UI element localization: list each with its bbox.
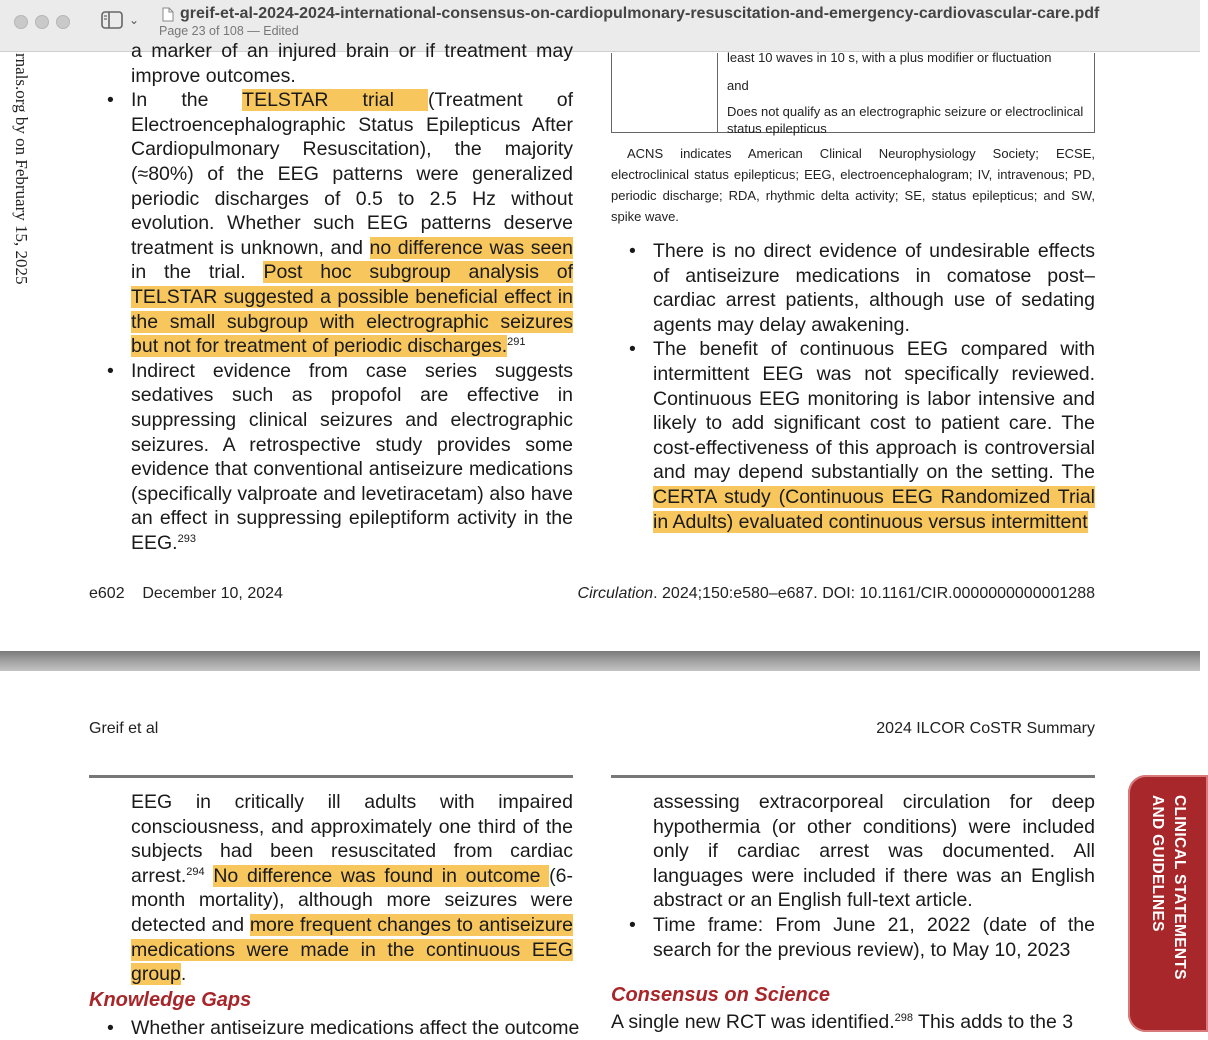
column-rule: [89, 775, 573, 778]
zoom-window-button[interactable]: [56, 15, 70, 29]
list-item: • There is no direct evidence of undesirable effects of antiseizure medications in comatose post–cardiac arrest patients, although use of sedating agents may delay awakening.: [629, 239, 1095, 337]
sidebar-toggle-icon[interactable]: [101, 11, 123, 29]
list-item: • Whether antiseizure medications affect the outcome: [107, 1017, 580, 1039]
minimize-window-button[interactable]: [35, 15, 49, 29]
page2-right-column: [629, 790, 1095, 962]
highlight[interactable]: TELSTAR trial: [242, 89, 429, 112]
download-stamp-text: rnals.org by on February 15, 2025: [12, 53, 31, 285]
paragraph: A single new RCT was identified.$^{298}$ This adds to the 3: [611, 1011, 1074, 1033]
pdf-page-upper[interactable]: [0, 40, 1200, 651]
citation-ref: 293: [177, 532, 196, 545]
section-heading-knowledge-gaps: Knowledge Gaps: [89, 989, 252, 1011]
document-subtitle: Page 23 of 108 — Edited: [159, 24, 299, 38]
list-item: • The benefit of continuous EEG compared with intermittent EEG was not specifically reviewed. Continuous EEG monitoring is labor intensive and likely to add significant cost to patient care. The cost-effectiveness of this approach is controversial and may depend substantially on the setting. The CERTA study (Continuous EEG Randomized Trial in Adults) evaluated continuous versus intermittent: [629, 337, 1095, 534]
citation-ref: 291: [507, 336, 526, 349]
running-header-right: 2024 ILCOR CoSTR Summary: [876, 720, 1095, 737]
page1-left-column: [107, 39, 573, 555]
section-tab-label: CLINICAL STATEMENTS: [1171, 795, 1188, 980]
page1-right-column: [629, 239, 1095, 534]
close-window-button[interactable]: [14, 15, 28, 29]
page-separator: [0, 651, 1200, 671]
paragraph-fragment: a marker of an injured brain or if treatment may improve outcomes.: [131, 40, 573, 87]
section-tab-label: AND GUIDELINES: [1149, 795, 1166, 932]
document-title[interactable]: greif-et-al-2024-2024-international-consensus-on-cardiopulmonary-resuscitation-and-emergency-cardiovascular-care.pdf: [180, 5, 1100, 22]
criteria-table-fragment: [611, 50, 1095, 136]
page-footer-left: e602 December 10, 2024: [89, 585, 283, 602]
pdf-page-lower[interactable]: [0, 671, 1200, 1039]
table-cell: least 10 waves in 10 s, with a plus modifier or fluctuation and Does not qualify as an electrographic seizure or electroclinical status epilepticus: [727, 50, 1084, 136]
document-icon: [162, 7, 174, 22]
table-footnote: ACNS indicates American Clinical Neurophysiology Society; ECSE, electroclinical status epilepticus; EEG, electroencephalogram; IV, intravenous; PD, periodic discharge; RDA, rhythmic delta activity; SE, status epilepticus; and SW, spike wave.: [611, 146, 1095, 224]
citation-ref: 298: [894, 1012, 913, 1024]
highlight[interactable]: No difference was found in outcome: [213, 864, 550, 887]
citation-ref: 294: [186, 865, 205, 878]
page-footer-right: Circulation. 2024;150:e580–e687. DOI: 10.1161/CIR.0000000000001288: [577, 585, 1095, 602]
list-item: • Indirect evidence from case series suggests sedatives such as propofol are effective in suppressing clinical seizures and electrographic seizures. A retrospective study provides some evidence that conventional antiseizure medications (specifically valproate and levetiracetam) also have an effect in suppressing epileptiform activity in the EEG.$^{293}$: [107, 359, 573, 556]
page2-left-column: [107, 790, 573, 987]
highlight[interactable]: CERTA study (Continuous EEG Randomized Trial in Adults) evaluated continuous versus intermittent: [653, 485, 1095, 533]
list-item: • Time frame: From June 21, 2022 (date of the search for the previous review), to May 10, 2023: [629, 913, 1095, 962]
running-header-left: Greif et al: [89, 720, 159, 737]
list-item: • In the TELSTAR trial (Treatment of Electroencephalographic Status Epilepticus After Cardiopulmonary Resuscitation), the majority (≈80%) of the EEG patterns were generalized periodic discharges of 0.5 to 2.5 Hz without evolution. Whether such EEG patterns deserve treatment is unknown, and no difference was seen in the trial. Post hoc subgroup analysis of TELSTAR suggested a possible beneficial effect in the small subgroup with electrographic seizures but not for treatment of periodic discharges.$^{291}$: [107, 88, 573, 359]
paragraph: EEG in critically ill adults with impaired consciousness, and approximately one third of the subjects had been resuscitated from cardiac arrest.$^{294}$ No difference was found in outcome (6-month mortality), although more seizures were detected and more frequent changes to antiseizure medications were made in the continuous EEG group.: [131, 791, 573, 986]
section-heading-consensus: Consensus on Science: [611, 984, 830, 1006]
highlight[interactable]: more frequent changes to antiseizure medications were made in the continuous EEG group: [131, 913, 573, 986]
section-tab: [1128, 775, 1208, 1032]
highlight[interactable]: Post hoc subgroup analysis of TELSTAR suggested a possible beneficial effect in the small subgroup with electrographic seizures but not for treatment of periodic discharges.: [131, 261, 573, 358]
chevron-down-icon[interactable]: ⌄: [129, 13, 140, 27]
highlight[interactable]: no difference was seen: [369, 236, 573, 259]
paragraph: assessing extracorporeal circulation for deep hypothermia (or other conditions) were included only if cardiac arrest was documented. All languages were included if there was an English abstract or an English full-text article.: [653, 791, 1095, 912]
column-rule: [611, 775, 1095, 778]
